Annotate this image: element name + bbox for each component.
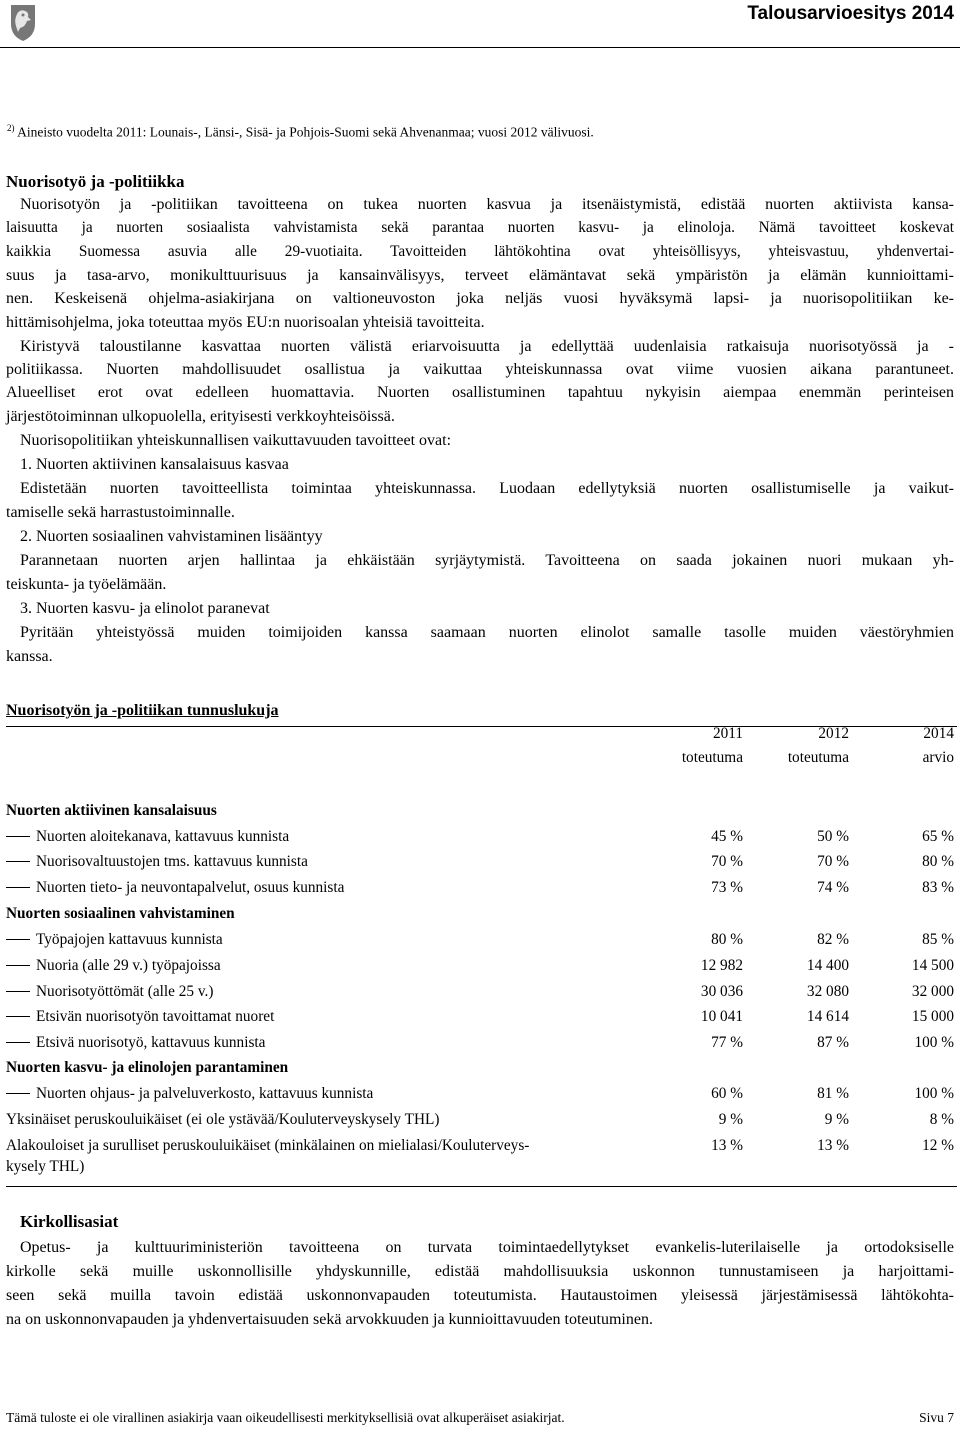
- section-nuorisotyo-line: kanssa.: [6, 648, 53, 665]
- section-nuorisotyo-line: Pyritään yhteistyössä muiden toimijoiden kanssa saamaan nuorten elinolot samalle tasolle muiden väestöryhmien: [20, 624, 954, 641]
- table-cell-value: 77 %: [711, 1034, 743, 1051]
- table-cell-value: 30 036: [700, 983, 743, 1000]
- table-cell-value: 87 %: [817, 1034, 849, 1051]
- section-nuorisotyo-line: politiikassa. Nuorten mahdollisuudet osallistua ja vaikuttaa yhteiskunnassa ovat viime vuosien aikana parantuneet.: [6, 361, 954, 378]
- table-group-heading: Nuorten aktiivinen kansalaisuus: [6, 802, 217, 819]
- section-nuorisotyo-line: järjestötoiminnan ulkopuolella, erityisesti verkkoyhteisöissä.: [6, 408, 395, 425]
- section-heading-nuorisotyo: Nuorisotyö ja -politiikka: [6, 172, 185, 191]
- table-cell-value: 32 080: [806, 983, 849, 1000]
- section-kirkollisasiat-line: seen sekä muilla tavoin edistää uskonnonvapauden toteutumista. Hautaustoimen yleisessä järjestämisessä lähtökohta-: [6, 1287, 954, 1304]
- table-row-label: Nuorisovaltuustojen tms. kattavuus kunnista: [6, 853, 308, 871]
- table-cell-value: 65 %: [922, 828, 954, 845]
- column-header-kind: arvio: [922, 749, 954, 766]
- table-row-label: Nuorten ohjaus- ja palveluverkosto, kattavuus kunnista: [6, 1085, 373, 1103]
- table-cell-value: 100 %: [914, 1034, 954, 1051]
- section-nuorisotyo-line: kaikkia Suomessa asuvia alle 29-vuotiaita. Tavoitteiden lähtökohtina ovat yhteisöllisyys, yhteisvastuu, yhdenvertai-: [6, 243, 954, 260]
- section-nuorisotyo-line: Alueelliset erot ovat edelleen huomattavia. Nuorten osallistuminen tapahtuu nykyisin aiempaa enemmän perinteisen: [6, 384, 954, 401]
- table-cell-value: 32 000: [911, 983, 954, 1000]
- section-kirkollisasiat-line: na on uskonnonvapauden ja yhdenvertaisuuden sekä arvokkuuden ja kunnioittavuuden toteutuminen.: [6, 1311, 653, 1328]
- table-cell-value: 74 %: [817, 879, 849, 896]
- section-nuorisotyo-line: Parannetaan nuorten arjen hallintaa ja ehkäistään syrjäytymistä. Tavoitteena on saada jokainen nuori mukaan yh-: [20, 552, 954, 569]
- table-cell-value: 70 %: [817, 853, 849, 870]
- table-cell-value: 13 %: [817, 1137, 849, 1154]
- table-cell-value: 14 500: [911, 957, 954, 974]
- footnote-marker: 2): [7, 123, 15, 133]
- table-row-label: Etsivän nuorisotyön tavoittamat nuoret: [6, 1008, 274, 1026]
- section-nuorisotyo-line: hittämisohjelma, joka toteuttaa myös EU:n nuorisoalan yhteisiä tavoitteita.: [6, 314, 485, 331]
- table-group-heading: Nuorten sosiaalinen vahvistaminen: [6, 905, 235, 922]
- table-row-label: Työpajojen kattavuus kunnista: [6, 931, 223, 949]
- section-nuorisotyo-line: teiskunta- ja työelämään.: [6, 576, 167, 593]
- table-cell-value: 73 %: [711, 879, 743, 896]
- section-nuorisotyo-line: Nuorisotyön ja -politiikan tavoitteena on tukea nuorten kasvua ja itsenäistymistä, edistää nuorten aktiivista kansa-: [20, 196, 954, 213]
- table-cell-value: 9 %: [718, 1111, 743, 1128]
- section-kirkollisasiat-line: kirkolle sekä muille uskonnollisille yhdyskunnille, edistää mahdollisuuksia uskonnon tunnustamiseen ja harjoittami-: [6, 1263, 954, 1280]
- table-cell-value: 12 %: [922, 1137, 954, 1154]
- table-cell-value: 80 %: [922, 853, 954, 870]
- section-heading-kirkollisasiat: Kirkollisasiat: [20, 1212, 119, 1231]
- section-nuorisotyo-line: 2. Nuorten sosiaalinen vahvistaminen lisääntyy: [20, 528, 323, 545]
- table-row-label: Nuoria (alle 29 v.) työpajoissa: [6, 957, 221, 975]
- section-nuorisotyo-line: laisuutta ja nuorten sosiaalista vahvistamista sekä parantaa nuorten kasvu- ja elinoloja. Nämä tavoitteet koskevat: [6, 219, 954, 236]
- table-cell-value: 8 %: [929, 1111, 954, 1128]
- table-cell-value: 81 %: [817, 1085, 849, 1102]
- section-nuorisotyo-line: Nuorisopolitiikan yhteiskunnallisen vaikuttavuuden tavoitteet ovat:: [20, 432, 452, 449]
- table-cell-value: 13 %: [711, 1137, 743, 1154]
- table-cell-value: 50 %: [817, 828, 849, 845]
- table-cell-value: 70 %: [711, 853, 743, 870]
- table-group-heading: Nuorten kasvu- ja elinolojen parantaminen: [6, 1059, 289, 1076]
- table-row-label-continuation: kysely THL): [6, 1158, 85, 1175]
- table-row-label: Nuorten tieto- ja neuvontapalvelut, osuus kunnista: [6, 879, 344, 897]
- column-header-kind: toteutuma: [681, 749, 743, 766]
- section-nuorisotyo-line: 3. Nuorten kasvu- ja elinolot paranevat: [20, 600, 270, 617]
- section-nuorisotyo-line: Edistetään nuorten tavoitteellista toimintaa yhteiskunnassa. Luodaan edellytyksiä nuorten osallistumiselle ja vaikut-: [20, 480, 954, 497]
- table-row-label: Yksinäiset peruskouluikäiset (ei ole ystävää/Kouluterveyskysely THL): [6, 1111, 440, 1128]
- header-divider: [0, 47, 960, 48]
- section-nuorisotyo-line: suus ja tasa-arvo, monikulttuurisuus ja kansainvälisyys, terveet elämäntavat sekä ympäristön ja elämän kunnioittami-: [6, 267, 954, 284]
- table-row-label: Alakouloiset ja surulliset peruskouluikäiset (minkälainen on mielialasi/Kouluterveys-: [6, 1137, 530, 1154]
- table-cell-value: 9 %: [824, 1111, 849, 1128]
- table-row-label: Nuorten aloitekanava, kattavuus kunnista: [6, 828, 289, 846]
- section-nuorisotyo-line: nen. Keskeisenä ohjelma-asiakirjana on valtioneuvoston joka neljäs vuosi hyväksymä lapsi- ja nuorisopolitiikan ke-: [6, 290, 954, 307]
- table-row-label: Etsivä nuorisotyö, kattavuus kunnista: [6, 1034, 265, 1052]
- document-title: Talousarvioesitys 2014: [747, 3, 954, 24]
- lion-crest-icon: [8, 2, 38, 42]
- footer-disclaimer: Tämä tuloste ei ole virallinen asiakirja vaan oikeudellisesti merkityksellisiä ovat alkuperäiset asiakirjat.: [6, 1410, 565, 1425]
- table-title: Nuorisotyön ja -politiikan tunnuslukuja: [6, 702, 279, 719]
- table-cell-value: 10 041: [700, 1008, 743, 1025]
- table-cell-value: 14 614: [806, 1008, 849, 1025]
- table-cell-value: 80 %: [711, 931, 743, 948]
- column-header-kind: toteutuma: [787, 749, 849, 766]
- footnote: [7, 123, 594, 141]
- column-header-year: 2012: [818, 725, 849, 742]
- footnote-text: Aineisto vuodelta 2011: Lounais-, Länsi-, Sisä- ja Pohjois-Suomi sekä Ahvenanmaa; vuosi 2012 välivuosi.: [17, 124, 594, 140]
- section-nuorisotyo-line: Kiristyvä taloustilanne kasvattaa nuorten välistä eriarvoisuutta ja edellyttää uudenlaisia ratkaisuja nuorisotyössä ja -: [20, 338, 954, 355]
- table-row-label: Nuorisotyöttömät (alle 25 v.): [6, 983, 213, 1001]
- table-cell-value: 82 %: [817, 931, 849, 948]
- section-kirkollisasiat-line: Opetus- ja kulttuuriministeriön tavoitteena on turvata toimintaedellytykset evankelis-luterilaiselle ja ortodoksiselle: [20, 1239, 954, 1256]
- table-cell-value: 15 000: [911, 1008, 954, 1025]
- table-cell-value: 85 %: [922, 931, 954, 948]
- table-cell-value: 12 982: [700, 957, 743, 974]
- page-number: Sivu 7: [919, 1410, 954, 1425]
- table-cell-value: 45 %: [711, 828, 743, 845]
- column-header-year: 2014: [923, 725, 954, 742]
- table-cell-value: 100 %: [914, 1085, 954, 1102]
- section-nuorisotyo-line: tamiselle sekä harrastustoiminnalle.: [6, 504, 235, 521]
- table-cell-value: 83 %: [922, 879, 954, 896]
- table-bottom-rule: [6, 1186, 957, 1187]
- column-header-year: 2011: [712, 725, 743, 742]
- section-nuorisotyo-line: 1. Nuorten aktiivinen kansalaisuus kasvaa: [20, 456, 289, 473]
- table-cell-value: 14 400: [806, 957, 849, 974]
- table-cell-value: 60 %: [711, 1085, 743, 1102]
